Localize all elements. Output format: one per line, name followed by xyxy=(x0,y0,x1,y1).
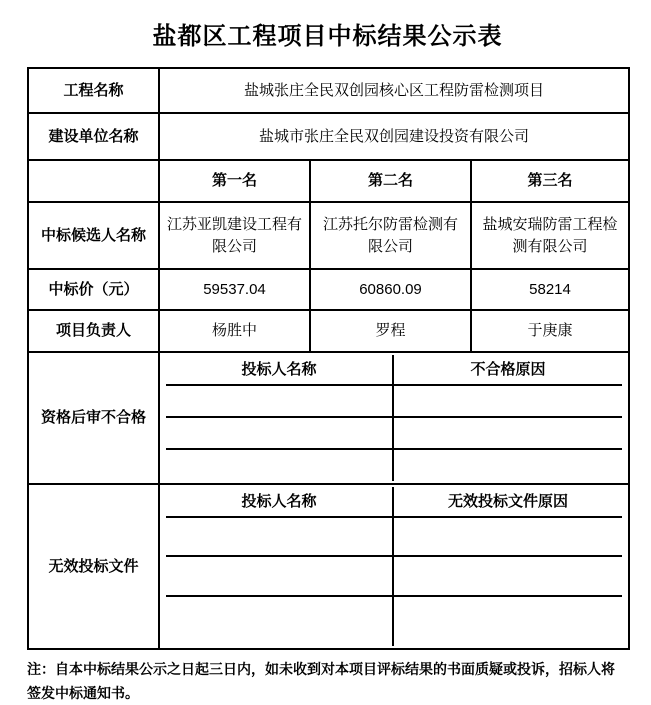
owner-row xyxy=(28,113,629,160)
bidder-name-cell xyxy=(166,596,393,646)
bidder-name-header: 投标人名称 xyxy=(166,487,393,517)
invalid-subtable-cell xyxy=(159,484,629,649)
manager-label: 项目负责人 xyxy=(28,310,159,352)
fail-reason-cell xyxy=(393,449,622,481)
invalid-empty-row xyxy=(166,556,622,596)
price-row xyxy=(28,269,629,310)
qualification-subtable-cell xyxy=(159,352,629,484)
candidate-third: 盐城安瑞防雷工程检测有限公司 xyxy=(471,202,629,269)
fail-reason-cell xyxy=(393,417,622,449)
invalid-subtable-header-row xyxy=(166,487,622,517)
manager-row xyxy=(28,310,629,352)
bidder-name-header: 投标人名称 xyxy=(166,355,393,385)
rank-header-row xyxy=(28,160,629,202)
bidder-name-cell xyxy=(166,417,393,449)
bidder-name-cell xyxy=(166,385,393,417)
invalid-empty-row xyxy=(166,517,622,556)
invalid-reason-cell xyxy=(393,596,622,646)
qualification-empty-row xyxy=(166,417,622,449)
rank-second-header: 第二名 xyxy=(310,160,471,202)
price-third: 58214 xyxy=(471,269,629,310)
candidates-label: 中标候选人名称 xyxy=(28,202,159,269)
fail-reason-cell xyxy=(393,385,622,417)
invalid-section-label: 无效投标文件 xyxy=(28,484,159,649)
rank-third-header: 第三名 xyxy=(471,160,629,202)
invalid-empty-row xyxy=(166,596,622,646)
qualification-subtable-header-row xyxy=(166,355,622,385)
page-title: 盐都区工程项目中标结果公示表 xyxy=(152,23,503,50)
fail-reason-header: 不合格原因 xyxy=(393,355,622,385)
candidate-first: 江苏亚凯建设工程有限公司 xyxy=(159,202,310,269)
price-second: 60860.09 xyxy=(310,269,471,310)
project-name-row xyxy=(28,68,629,113)
candidates-row xyxy=(28,202,629,269)
invalid-section-row xyxy=(28,484,629,649)
owner-value: 盐城市张庄全民双创园建设投资有限公司 xyxy=(159,113,629,160)
project-name-label: 工程名称 xyxy=(28,68,159,113)
qualification-section-label: 资格后审不合格 xyxy=(28,352,159,484)
invalid-reason-cell xyxy=(393,517,622,556)
bidder-name-cell xyxy=(166,517,393,556)
bid-results-table xyxy=(27,67,630,650)
invalid-reason-cell xyxy=(393,556,622,596)
price-first: 59537.04 xyxy=(159,269,310,310)
owner-label: 建设单位名称 xyxy=(28,113,159,160)
qualification-subtable xyxy=(166,355,622,481)
manager-first: 杨胜中 xyxy=(159,310,310,352)
footer-note: 注：自本中标结果公示之日起三日内，如未收到对本项目评标结果的书面质疑或投诉，招标人将签发中标通知书。 xyxy=(27,661,615,701)
invalid-subtable xyxy=(166,487,622,646)
qualification-section-row xyxy=(28,352,629,484)
qualification-empty-row xyxy=(166,449,622,481)
qualification-empty-row xyxy=(166,385,622,417)
bidder-name-cell xyxy=(166,556,393,596)
candidate-second: 江苏托尔防雷检测有限公司 xyxy=(310,202,471,269)
bidder-name-cell xyxy=(166,449,393,481)
manager-second: 罗程 xyxy=(310,310,471,352)
rank-header-empty-cell xyxy=(28,160,159,202)
rank-first-header: 第一名 xyxy=(159,160,310,202)
project-name-value: 盐城张庄全民双创园核心区工程防雷检测项目 xyxy=(159,68,629,113)
manager-third: 于庚康 xyxy=(471,310,629,352)
price-label: 中标价（元） xyxy=(28,269,159,310)
invalid-reason-header: 无效投标文件原因 xyxy=(393,487,622,517)
